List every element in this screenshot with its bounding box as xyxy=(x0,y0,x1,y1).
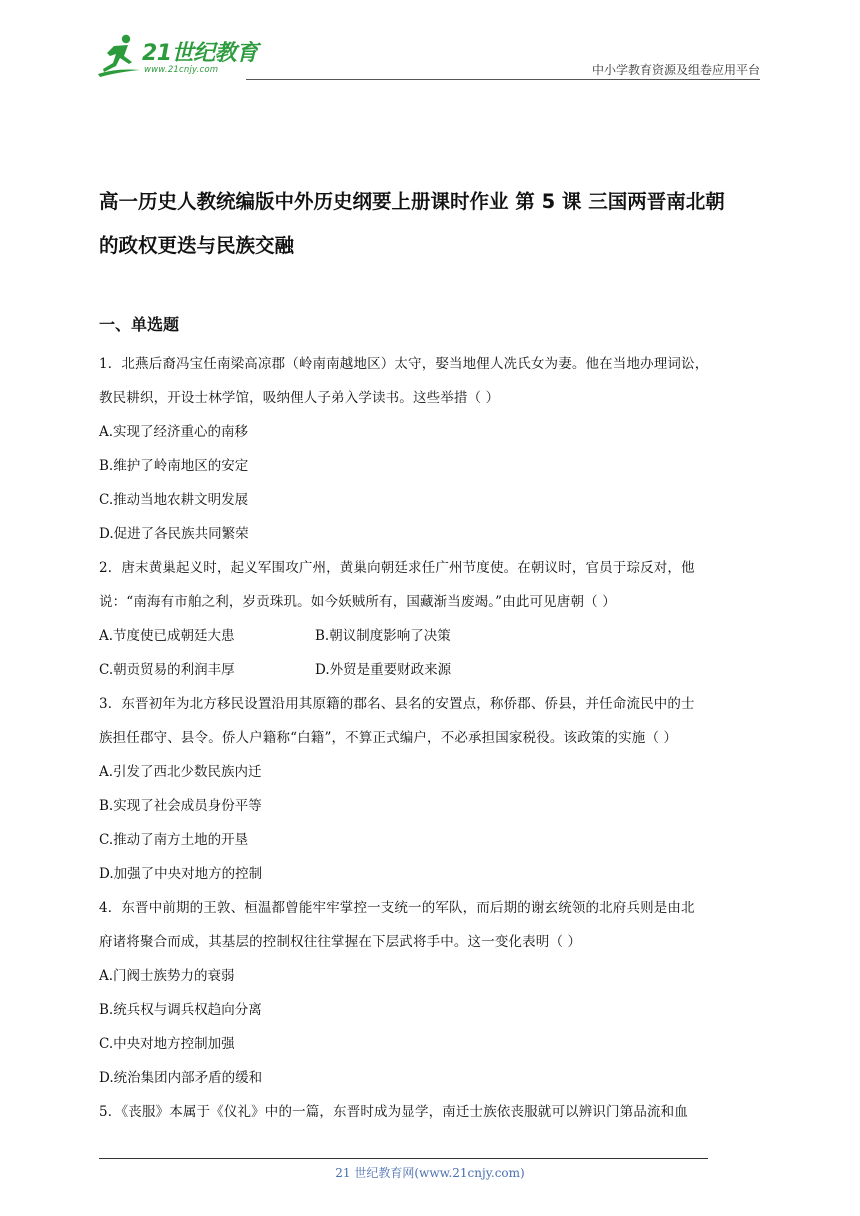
question-1-option-c: C.推动当地农耕文明发展 xyxy=(99,492,249,508)
runner-logo-icon xyxy=(96,32,146,78)
question-4-option-d: D.统治集团内部矛盾的缓和 xyxy=(99,1070,263,1086)
question-3-option-d: D.加强了中央对地方的控制 xyxy=(99,866,263,882)
page-header xyxy=(96,32,760,80)
header-divider xyxy=(246,79,760,80)
footer-text: 21 世纪教育网(www.21cnjy.com) xyxy=(335,1166,525,1180)
question-2-option-b: B.朝议制度影响了决策 xyxy=(315,628,451,644)
title-line-2: 的政权更迭与民族交融 xyxy=(99,234,295,257)
question-2-option-d: D.外贸是重要财政来源 xyxy=(315,662,452,678)
question-1-stem-line-1: 1．北燕后裔冯宝任南梁高凉郡（岭南南越地区）太守，娶当地俚人冼氏女为妻。他在当地办理词讼， xyxy=(99,356,709,372)
question-3-option-a: A.引发了西北少数民族内迁 xyxy=(99,764,262,780)
question-2-option-a: A.节度使已成朝廷大患 xyxy=(99,628,235,644)
question-3-stem-line-1: 3．东晋初年为北方移民设置沿用其原籍的郡名、县名的安置点，称侨郡、侨县，并任命流民中的士 xyxy=(99,696,695,712)
title-line-1: 高一历史人教统编版中外历史纲要上册课时作业 第 5 课 三国两晋南北朝 xyxy=(99,190,725,213)
section-heading: 一、单选题 xyxy=(99,315,180,334)
footer-divider xyxy=(99,1158,708,1159)
question-1-option-a: A.实现了经济重心的南移 xyxy=(99,424,249,440)
question-4-option-b: B.统兵权与调兵权趋向分离 xyxy=(99,1002,262,1018)
question-4-stem-line-1: 4．东晋中前期的王敦、桓温都曾能牢牢掌控一支统一的军队，而后期的谢玄统领的北府兵则是由北 xyxy=(99,900,695,916)
logo-text: 21世纪教育 xyxy=(142,41,258,66)
logo-url: www.21cnjy.com xyxy=(144,65,219,75)
question-4-option-a: A.门阀士族势力的衰弱 xyxy=(99,968,235,984)
question-1-stem-line-2: 教民耕织，开设士林学馆，吸纳俚人子弟入学读书。这些举措（ ） xyxy=(99,390,500,406)
question-3-option-c: C.推动了南方土地的开垦 xyxy=(99,832,249,848)
question-4-option-c: C.中央对地方控制加强 xyxy=(99,1036,235,1052)
question-2-stem-line-2: 说：“南海有市舶之利，岁贡珠玑。如今妖贼所有，国藏渐当废竭。”由此可见唐朝（ ） xyxy=(99,594,616,610)
question-5-stem-line-1: 5．《丧服》本属于《仪礼》中的一篇，东晋时成为显学，南迁士族依丧服就可以辨识门第品流和血 xyxy=(99,1104,688,1120)
question-4-stem-line-2: 府诸将聚合而成，其基层的控制权往往掌握在下层武将手中。这一变化表明（ ） xyxy=(99,934,582,950)
question-2-stem-line-1: 2．唐末黄巢起义时，起义军围攻广州，黄巢向朝廷求任广州节度使。在朝议时，官员于琮反对，他 xyxy=(99,560,695,576)
platform-name: 中小学教育资源及组卷应用平台 xyxy=(591,63,760,77)
logo xyxy=(96,32,296,78)
question-1-option-d: D.促进了各民族共同繁荣 xyxy=(99,526,249,542)
question-1-option-b: B.维护了岭南地区的安定 xyxy=(99,458,249,474)
document-title xyxy=(99,180,769,268)
question-3-stem-line-2: 族担任郡守、县令。侨人户籍称“白籍”，不算正式编户，不必承担国家税役。该政策的实施（ ） xyxy=(99,730,678,746)
question-3-option-b: B.实现了社会成员身份平等 xyxy=(99,798,262,814)
question-2-option-c: C.朝贡贸易的利润丰厚 xyxy=(99,662,235,678)
